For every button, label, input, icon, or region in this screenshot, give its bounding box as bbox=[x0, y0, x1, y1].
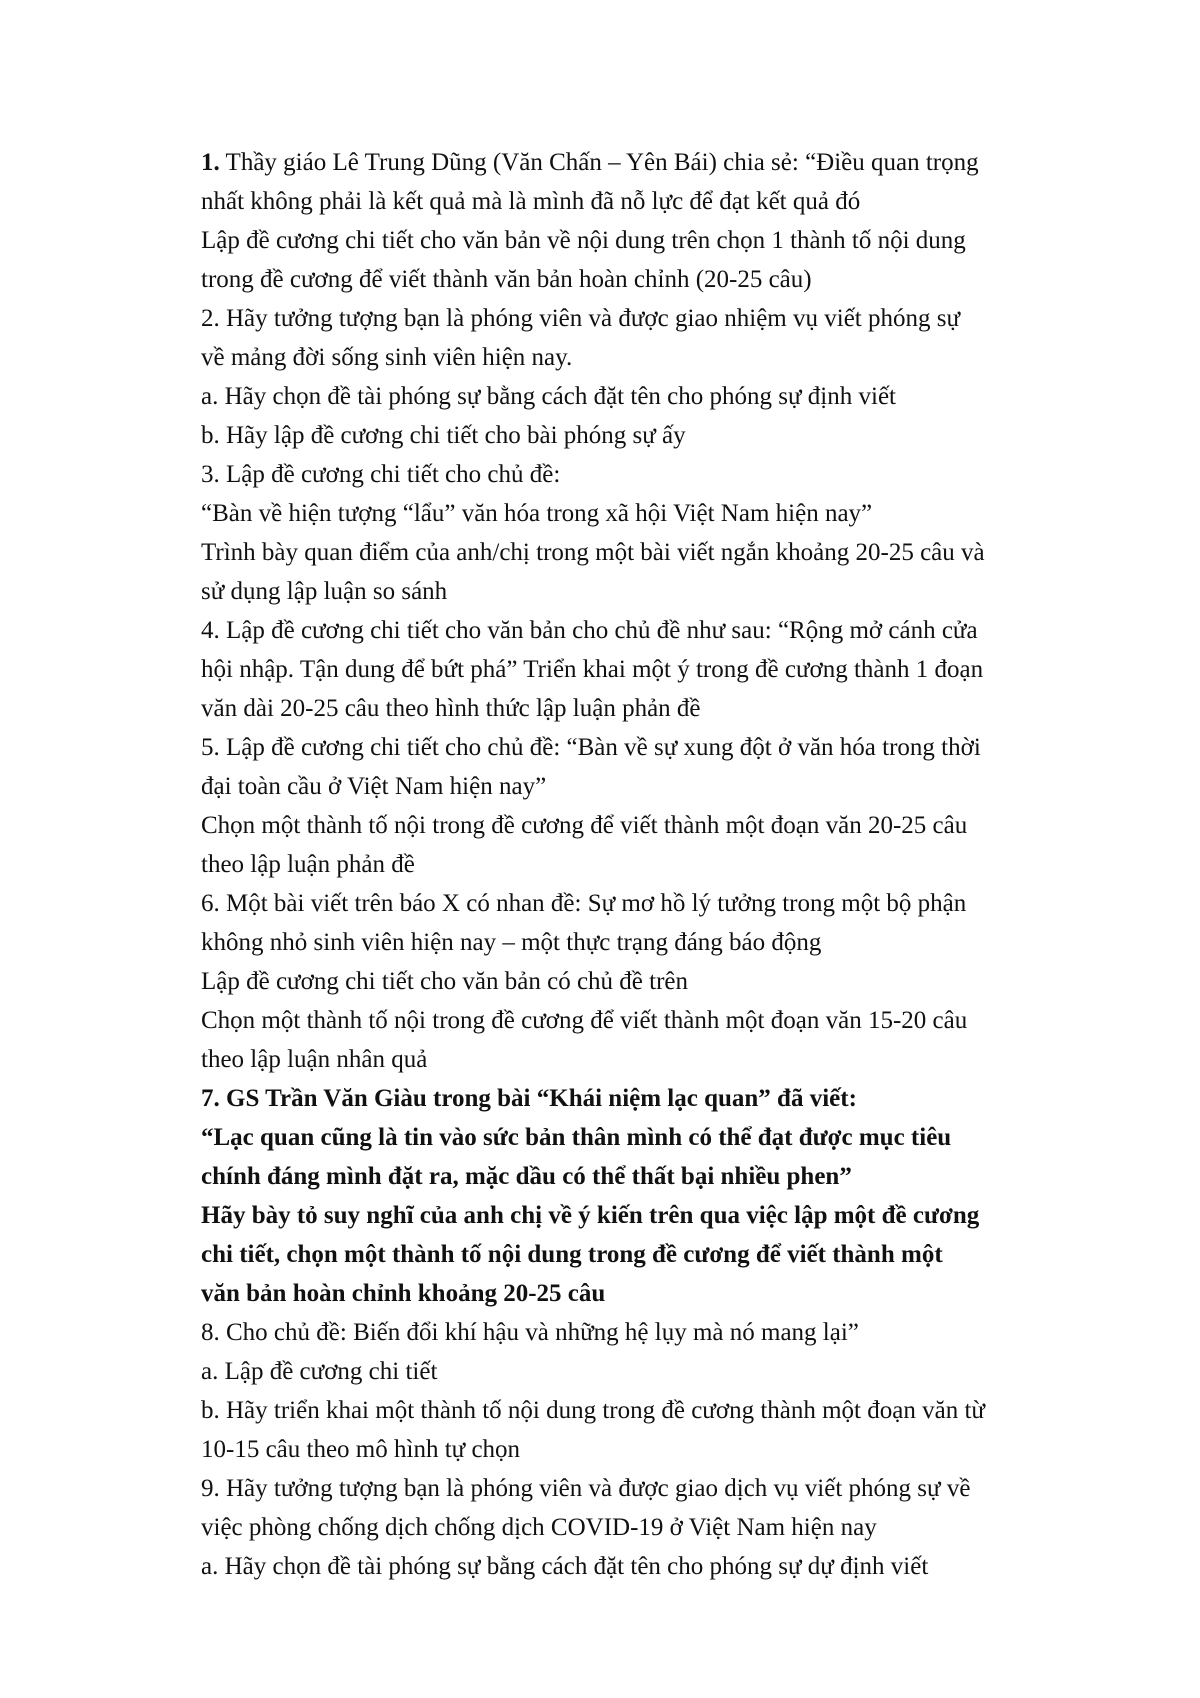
item-number: 1. bbox=[201, 149, 220, 176]
text-line bbox=[201, 338, 1101, 377]
text-line bbox=[201, 845, 1101, 884]
line-text: Chọn một thành tố nội trong đề cương để viết thành một đoạn văn 15-20 câu bbox=[201, 1007, 968, 1034]
text-line bbox=[201, 1040, 1101, 1079]
line-text: theo lập luận phản đề bbox=[201, 851, 415, 878]
line-text: 4. Lập đề cương chi tiết cho văn bản cho chủ đề như sau: “Rộng mở cánh cửa bbox=[201, 617, 978, 644]
text-line bbox=[201, 533, 1101, 572]
text-line bbox=[201, 1235, 1101, 1274]
line-text: b. Hãy lập đề cương chi tiết cho bài phóng sự ấy bbox=[201, 422, 686, 449]
text-line bbox=[201, 650, 1101, 689]
line-text: trong đề cương để viết thành văn bản hoàn chỉnh (20-25 câu) bbox=[201, 266, 812, 293]
line-text: về mảng đời sống sinh viên hiện nay. bbox=[201, 344, 573, 371]
text-line bbox=[201, 1079, 1101, 1118]
line-text: Lập đề cương chi tiết cho văn bản có chủ đề trên bbox=[201, 968, 688, 995]
text-line bbox=[201, 1352, 1101, 1391]
line-text: 10-15 câu theo mô hình tự chọn bbox=[201, 1436, 521, 1463]
text-line bbox=[201, 923, 1101, 962]
line-text: chi tiết, chọn một thành tố nội dung trong đề cương để viết thành một bbox=[201, 1241, 943, 1268]
line-text: 6. Một bài viết trên báo X có nhan đề: Sự mơ hồ lý tưởng trong một bộ phận bbox=[201, 890, 967, 917]
text-line bbox=[201, 1313, 1101, 1352]
line-text: b. Hãy triển khai một thành tố nội dung trong đề cương thành một đoạn văn từ bbox=[201, 1397, 985, 1424]
line-text: 8. Cho chủ đề: Biến đổi khí hậu và những hệ lụy mà nó mang lại” bbox=[201, 1319, 859, 1346]
text-line bbox=[201, 1547, 1101, 1586]
text-line bbox=[201, 1391, 1101, 1430]
line-text: 3. Lập đề cương chi tiết cho chủ đề: bbox=[201, 461, 561, 488]
text-line bbox=[201, 260, 1101, 299]
line-text: theo lập luận nhân quả bbox=[201, 1046, 428, 1073]
text-line bbox=[201, 377, 1101, 416]
text-line bbox=[201, 611, 1101, 650]
line-text: 2. Hãy tưởng tượng bạn là phóng viên và được giao nhiệm vụ viết phóng sự bbox=[201, 305, 961, 332]
text-line bbox=[201, 884, 1101, 923]
text-line bbox=[201, 494, 1101, 533]
text-line bbox=[201, 1469, 1101, 1508]
line-text: sử dụng lập luận so sánh bbox=[201, 578, 448, 605]
line-text: văn bản hoàn chỉnh khoảng 20-25 câu bbox=[201, 1280, 606, 1307]
line-text: a. Lập đề cương chi tiết bbox=[201, 1358, 438, 1385]
text-line bbox=[201, 221, 1101, 260]
line-text: hội nhập. Tận dung để bứt phá” Triển khai một ý trong đề cương thành 1 đoạn bbox=[201, 656, 984, 683]
text-line bbox=[201, 1157, 1101, 1196]
line-text: đại toàn cầu ở Việt Nam hiện nay” bbox=[201, 773, 547, 800]
text-line bbox=[201, 1430, 1101, 1469]
text-line bbox=[201, 1001, 1101, 1040]
line-text: nhất không phải là kết quả mà là mình đã nỗ lực để đạt kết quả đó bbox=[201, 188, 861, 215]
line-text: Hãy bày tỏ suy nghĩ của anh chị về ý kiến trên qua việc lập một đề cương bbox=[201, 1202, 980, 1229]
text-line bbox=[201, 455, 1101, 494]
line-text: “Bàn về hiện tượng “lẩu” văn hóa trong xã hội Việt Nam hiện nay” bbox=[201, 500, 873, 527]
text-line bbox=[201, 1196, 1101, 1235]
line-text: Chọn một thành tố nội trong đề cương để viết thành một đoạn văn 20-25 câu bbox=[201, 812, 968, 839]
text-line bbox=[201, 1118, 1101, 1157]
line-text: Trình bày quan điểm của anh/chị trong một bài viết ngắn khoảng 20-25 câu và bbox=[201, 539, 985, 566]
text-line bbox=[201, 962, 1101, 1001]
text-line bbox=[201, 572, 1101, 611]
line-text: 5. Lập đề cương chi tiết cho chủ đề: “Bàn về sự xung đột ở văn hóa trong thời bbox=[201, 734, 981, 761]
line-text: Lập đề cương chi tiết cho văn bản về nội dung trên chọn 1 thành tố nội dung bbox=[201, 227, 966, 254]
line-text: không nhỏ sinh viên hiện nay – một thực trạng đáng báo động bbox=[201, 929, 822, 956]
text-line bbox=[201, 416, 1101, 455]
line-text: văn dài 20-25 câu theo hình thức lập luận phản đề bbox=[201, 695, 701, 722]
text-line bbox=[201, 143, 1101, 182]
line-text: Thầy giáo Lê Trung Dũng (Văn Chấn – Yên Bái) chia sẻ: “Điều quan trọng bbox=[219, 149, 979, 176]
document-page bbox=[201, 143, 1101, 1586]
text-line bbox=[201, 299, 1101, 338]
line-text: việc phòng chống dịch chống dịch COVID-19 ở Việt Nam hiện nay bbox=[201, 1514, 877, 1541]
text-line bbox=[201, 806, 1101, 845]
line-text: a. Hãy chọn đề tài phóng sự bằng cách đặt tên cho phóng sự định viết bbox=[201, 383, 896, 410]
text-line bbox=[201, 182, 1101, 221]
line-text: 9. Hãy tưởng tượng bạn là phóng viên và được giao dịch vụ viết phóng sự về bbox=[201, 1475, 971, 1502]
line-text: a. Hãy chọn đề tài phóng sự bằng cách đặt tên cho phóng sự dự định viết bbox=[201, 1553, 929, 1580]
text-line bbox=[201, 767, 1101, 806]
text-line bbox=[201, 1508, 1101, 1547]
text-line bbox=[201, 728, 1101, 767]
line-text: chính đáng mình đặt ra, mặc dầu có thể thất bại nhiều phen” bbox=[201, 1163, 852, 1190]
line-text: 7. GS Trần Văn Giàu trong bài “Khái niệm lạc quan” đã viết: bbox=[201, 1085, 857, 1112]
text-line bbox=[201, 1274, 1101, 1313]
line-text: “Lạc quan cũng là tin vào sức bản thân mình có thể đạt được mục tiêu bbox=[201, 1124, 952, 1151]
text-line bbox=[201, 689, 1101, 728]
